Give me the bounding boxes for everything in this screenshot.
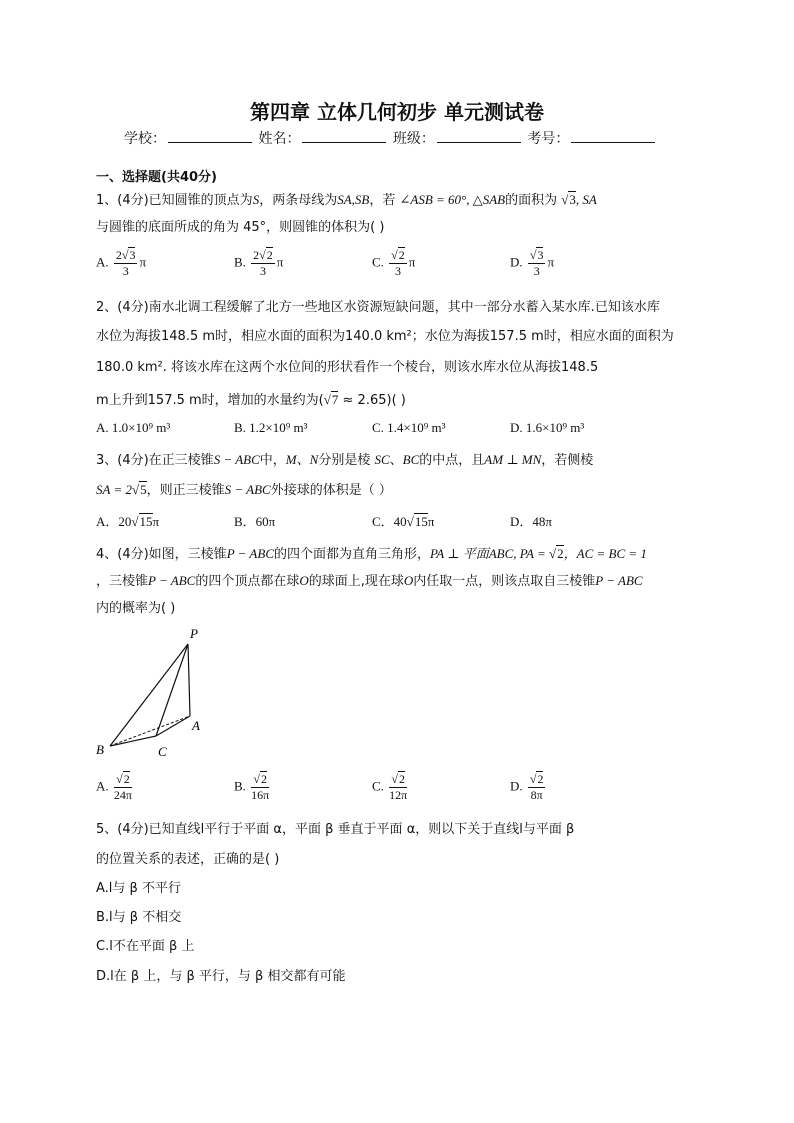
q2-text: ≈ 2.65)( ) (338, 393, 406, 408)
option-label: D． (510, 514, 533, 529)
q1-option-d[interactable] (510, 248, 554, 279)
radicand: 3 (129, 248, 136, 262)
q1-option-c[interactable] (372, 248, 415, 279)
q1-math-s: S (252, 192, 260, 207)
pi: π (276, 254, 284, 270)
q2-line3: 180.0 km². 将该水库在这两个水位间的形状看作一个棱台，则该水库水位从海拔148.5 (96, 360, 599, 375)
num: 2 (253, 248, 260, 262)
q3-text: 3、(4分)在正三棱锥 (96, 453, 214, 468)
q2-line4 (96, 389, 406, 408)
option-label: B. (234, 778, 246, 794)
den: 3 (122, 264, 129, 278)
label-a: A (192, 718, 200, 733)
q3-math: SC (374, 452, 390, 467)
radicand: 15 (139, 514, 153, 529)
radicand: 2 (398, 248, 405, 262)
val: 40 (393, 514, 407, 529)
q2-option-c[interactable]: C. 1.4×10⁹ m³ (372, 420, 446, 435)
fraction: $\frac{√2}{3}$ (391, 248, 405, 278)
q3-text: 、 (389, 453, 403, 468)
option-label: C. (372, 254, 384, 270)
option-label: D. (510, 254, 523, 270)
val: π (427, 514, 435, 529)
q1-option-a[interactable] (96, 248, 146, 279)
name-blank[interactable] (302, 128, 386, 143)
den: 16π (251, 788, 270, 802)
number-label: 考号： (527, 131, 570, 147)
q4-text: 的四个顶点都在球 (195, 574, 300, 589)
class-label: 班级： (392, 131, 435, 147)
q4-text: 的四个面都为直角三角形， (273, 547, 430, 562)
q5-line1: 5、(4分)已知直线l平行于平面 α，平面 β 垂直于平面 α，则以下关于直线l与平面 β (96, 822, 575, 837)
radicand: 2 (399, 772, 405, 786)
q4-option-c[interactable] (372, 772, 409, 803)
radicand: 2 (557, 546, 564, 561)
q1-line2: 与圆锥的底面所成的角为 45°，则圆锥的体积为( ) (96, 220, 385, 235)
page-title: 第四章 立体几何初步 单元测试卷 (250, 100, 544, 124)
q4-math: ，AC = BC = 1 (563, 546, 647, 561)
q4-option-d[interactable] (510, 772, 547, 803)
q4-line3: 内的概率为( ) (96, 601, 176, 616)
q2-line2: 水位为海拔148.5 m时，相应水面的面积为140.0 km²；水位为海拔157.5 m时，相应水面的面积为 (96, 329, 674, 344)
q4-math: O (403, 573, 414, 588)
q1-line1 (96, 189, 597, 208)
option-label: A． (96, 514, 119, 529)
q3-math: S − ABC (213, 452, 260, 467)
radicand: 3 (537, 248, 544, 262)
q4-text: 4、(4分)如图，三棱锥 (96, 547, 227, 562)
radicand: 15 (414, 514, 428, 529)
edge-pb (110, 644, 188, 746)
q1-text: ，两条母线为 (259, 193, 338, 208)
val: 60π (255, 514, 276, 529)
val: 48π (532, 514, 552, 529)
class-blank[interactable] (437, 128, 521, 143)
option-label: C. (372, 778, 384, 794)
q1-math-angle: ∠ASB = 60°, △SAB (399, 192, 506, 207)
q3-text: ，若侧棱 (541, 453, 594, 468)
fraction: $\frac{√2}{24\pi}$ (113, 772, 132, 802)
q1-math-sasb: SA,SB (337, 192, 370, 207)
q4-text: ，三棱锥 (96, 574, 149, 589)
q2-line1: 2、(4分)南水北调工程缓解了北方一些地区水资源短缺问题，其中一部分水蓄入某水库.已知该水库 (96, 300, 660, 315)
q5-option-c[interactable]: C.l不在平面 β 上 (96, 939, 195, 954)
q4-math: P − ABC (595, 573, 643, 588)
label-p: P (190, 626, 198, 641)
q4-math: P − ABC (226, 546, 274, 561)
q2-option-b[interactable]: B. 1.2×10⁹ m³ (234, 420, 308, 435)
radicand: 2 (261, 772, 267, 786)
fraction: $\frac{√2}{8\pi}$ (529, 772, 544, 802)
fraction: $\frac{2√2}{3}$ (253, 248, 273, 278)
fraction: $\frac{√2}{12\pi}$ (389, 772, 408, 802)
option-label: B． (234, 514, 256, 529)
q3-sqrt5: √5 (131, 482, 147, 497)
fraction: $\frac{2√3}{3}$ (115, 248, 136, 278)
q4-option-a[interactable] (96, 772, 134, 803)
radicand: 5 (140, 482, 147, 497)
number-blank[interactable] (571, 128, 655, 143)
option-label: D. (510, 778, 523, 794)
radicand: 2 (537, 772, 544, 786)
val: 20 (118, 514, 132, 529)
option-label: C． (372, 514, 394, 529)
tetrahedron-figure (92, 624, 222, 764)
q4-line1 (96, 543, 647, 562)
q4-line2 (96, 570, 643, 589)
q3-math: S − ABC (224, 482, 271, 497)
name-label: 姓名： (258, 131, 301, 147)
q1-text: ，若 (369, 193, 396, 208)
q3-line2 (96, 479, 392, 498)
q4-text: 的球面上,现在球 (308, 574, 404, 589)
den: 8π (530, 788, 543, 802)
option-label: A. (96, 254, 109, 270)
q5-line2: 的位置关系的表述，正确的是( ) (96, 852, 280, 867)
q4-math: PA ⊥ 平面ABC, PA = (430, 546, 549, 561)
q2-sqrt7: √7 (323, 392, 339, 407)
radicand: 2 (266, 248, 273, 262)
fraction: $\frac{√2}{16\pi}$ (251, 772, 270, 802)
den: 12π (389, 788, 408, 802)
q3-text: 外接球的体积是（ ） (270, 483, 392, 498)
q1-text: 的面积为 (505, 193, 558, 208)
q3-text: 分别是棱 (318, 453, 371, 468)
q3-math: AM ⊥ MN (484, 452, 542, 467)
fraction: $\frac{√3}{3}$ (529, 248, 544, 278)
q3-text: 中， (259, 453, 286, 468)
edge-pa (188, 644, 190, 716)
edge-pc (156, 644, 188, 736)
option-label: B. (234, 254, 246, 270)
den: 3 (394, 264, 401, 278)
q3-line1 (96, 449, 593, 468)
edge-ca (156, 716, 190, 736)
q3-math: SA = 2 (96, 482, 132, 497)
den: 3 (259, 264, 266, 278)
q3-option-b[interactable] (234, 511, 275, 530)
radicand: 7 (331, 392, 339, 407)
q4-option-b[interactable] (234, 772, 271, 803)
label-c: C (158, 744, 167, 759)
den: 3 (533, 264, 540, 278)
q4-text: 内任取一点，则该点取自三棱锥 (413, 574, 596, 589)
student-info-line (124, 128, 657, 148)
q2-option-a[interactable]: A. 1.0×10⁹ m³ (96, 420, 171, 435)
q3-math: M、N (285, 452, 319, 467)
q3-math: BC (402, 452, 420, 467)
school-blank[interactable] (168, 128, 252, 143)
q1-option-b[interactable] (234, 248, 283, 279)
pi: π (547, 254, 555, 270)
num: 2 (115, 248, 122, 262)
q1-math-sa: , SA (575, 192, 597, 207)
q2-option-d[interactable]: D. 1.6×10⁹ m³ (510, 420, 585, 435)
q5-option-a[interactable]: A.l与 β 不平行 (96, 881, 181, 896)
q1-sqrt3: √3 (561, 192, 576, 207)
q3-option-a[interactable]: A．20√15π (96, 514, 160, 529)
q3-option-c[interactable]: C．40√15π (372, 514, 435, 529)
q1-sqrt3-radicand: 3 (569, 192, 576, 207)
q5-option-d[interactable]: D.l在 β 上，与 β 平行，与 β 相交都有可能 (96, 969, 346, 984)
q1-text: 1、(4分)已知圆锥的顶点为 (96, 193, 253, 208)
section-heading: 一、选择题(共40分) (96, 170, 217, 185)
q5-option-b[interactable]: B.l与 β 不相交 (96, 910, 182, 925)
q4-math: O (299, 573, 309, 588)
pi: π (139, 254, 147, 270)
val: π (152, 514, 160, 529)
q4-math: P − ABC (148, 573, 196, 588)
q3-option-d[interactable] (510, 511, 552, 530)
label-b: B (96, 742, 104, 757)
pi: π (408, 254, 416, 270)
radicand: 2 (123, 772, 130, 786)
q3-text: ，则正三棱锥 (146, 483, 225, 498)
school-label: 学校： (124, 131, 166, 147)
den: 24π (113, 788, 132, 802)
option-label: A. (96, 778, 109, 794)
q2-text: m上升到157.5 m时，增加的水量约为( (96, 393, 324, 408)
q4-sqrt2: √2 (549, 546, 564, 561)
q3-text: 的中点，且 (419, 453, 485, 468)
